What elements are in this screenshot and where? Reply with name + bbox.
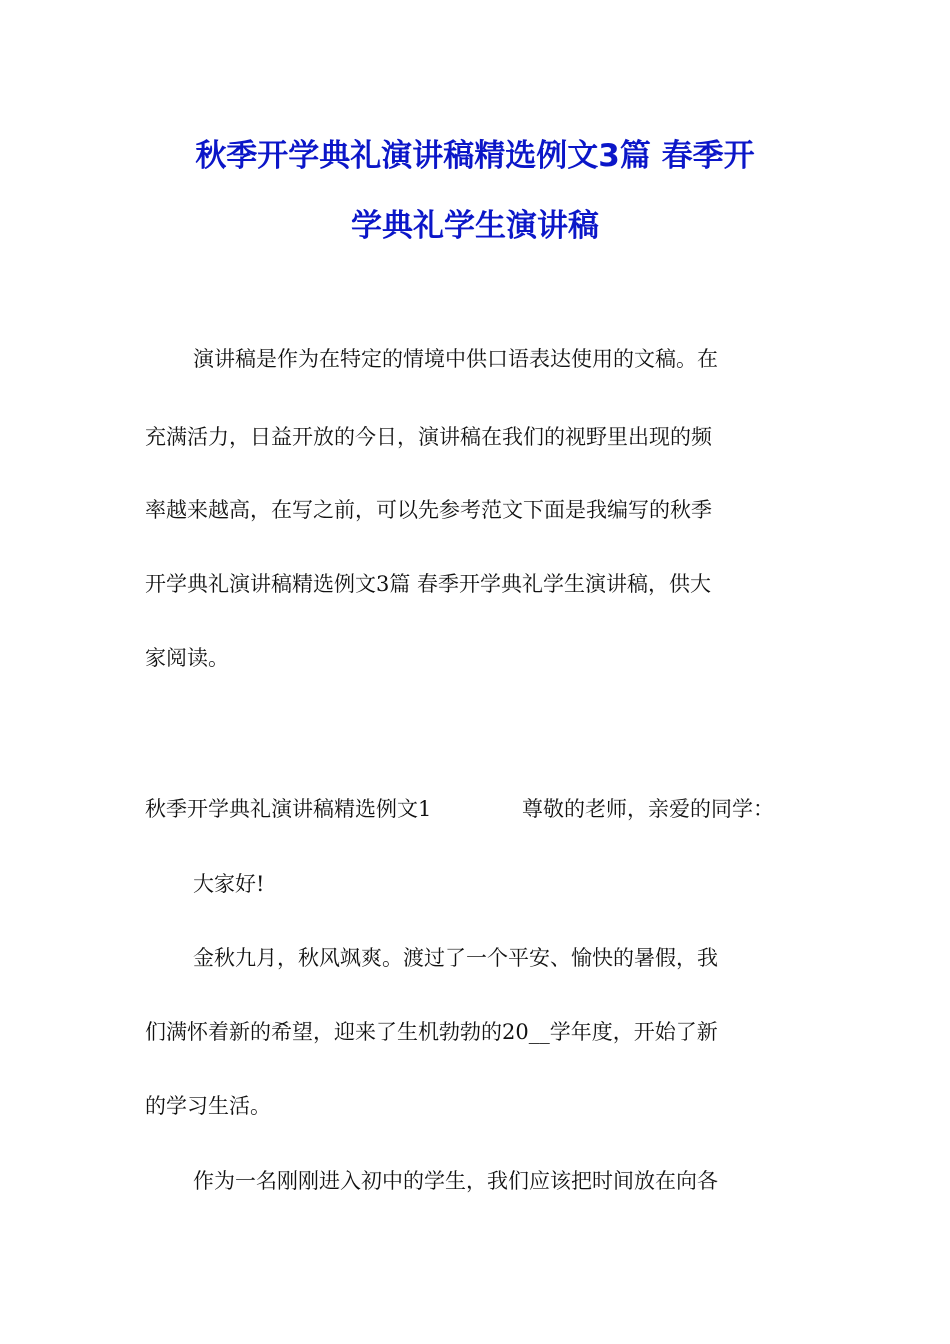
para1-line-3: 的学习生活。 (145, 1094, 271, 1118)
greeting: 大家好! (193, 872, 265, 896)
intro-line-1: 演讲稿是作为在特定的情境中供口语表达使用的文稿。在 (193, 347, 718, 371)
intro-line-3: 率越来越高，在写之前，可以先参考范文下面是我编写的秋季 (145, 498, 712, 522)
para2-line-1: 作为一名刚刚进入初中的学生，我们应该把时间放在向各 (193, 1169, 718, 1193)
salutation: 尊敬的老师，亲爱的同学： (522, 797, 774, 821)
document-title-line-1: 秋季开学典礼演讲稿精选例文3篇 春季开 (195, 138, 755, 174)
intro-line-4: 开学典礼演讲稿精选例文3篇 春季开学典礼学生演讲稿，供大 (145, 572, 712, 596)
para1-line-2: 们满怀着新的希望，迎来了生机勃勃的20__学年度，开始了新 (145, 1020, 718, 1044)
para1-line-1: 金秋九月，秋风飒爽。渡过了一个平安、愉快的暑假，我 (193, 946, 718, 970)
intro-line-5: 家阅读。 (145, 646, 229, 670)
intro-line-2: 充满活力，日益开放的今日，演讲稿在我们的视野里出现的频 (145, 425, 712, 449)
section-heading: 秋季开学典礼演讲稿精选例文1 (145, 797, 432, 821)
document-title-line-2: 学典礼学生演讲稿 (351, 208, 599, 244)
